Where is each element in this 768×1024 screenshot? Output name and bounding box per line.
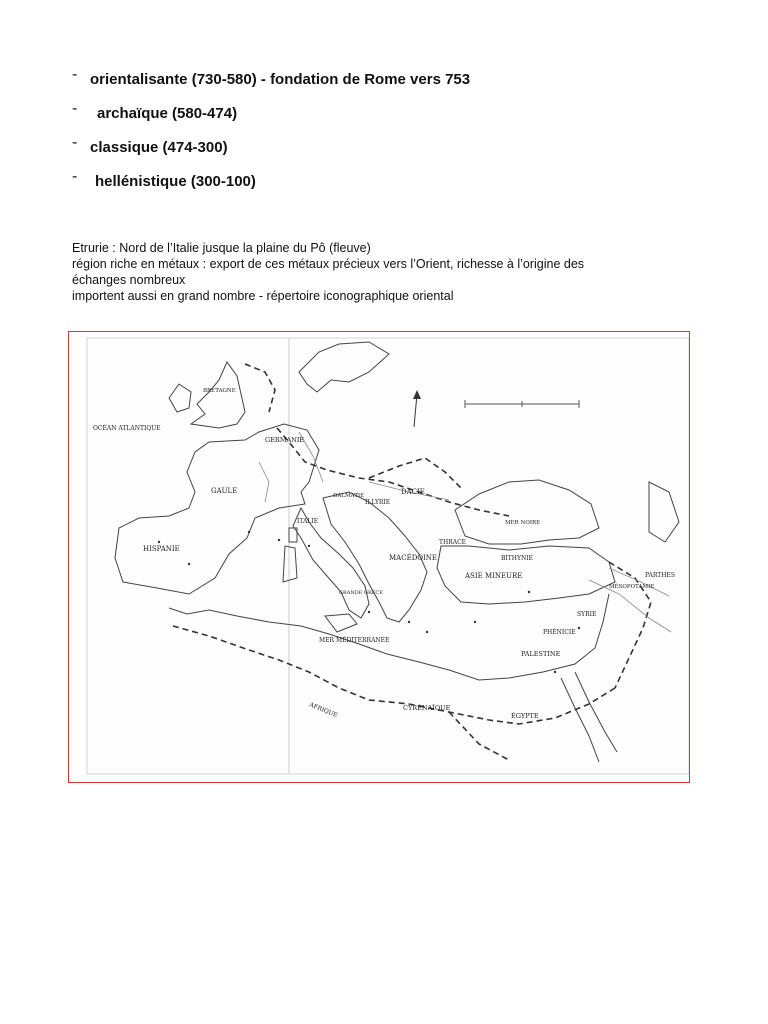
- map-label-cyrenaique: CYRÉNAÏQUE: [403, 704, 451, 712]
- period-item: [70, 66, 710, 100]
- map-label-dacie: DACIE: [401, 488, 425, 496]
- map-label-hispanie: HISPANIE: [143, 545, 180, 553]
- map-label-palestine: PALESTINE: [521, 650, 561, 658]
- map-drawing: [69, 332, 689, 782]
- note-line: région riche en métaux : export de ces métaux précieux vers l’Orient, richesse à l’origine des: [72, 257, 585, 271]
- note-line: échanges nombreux: [72, 273, 186, 287]
- map-label-germanie: GERMANIE: [265, 436, 305, 444]
- map-label-syrie: SYRIE: [577, 611, 597, 618]
- map-label-bretagne: BRETAGNE: [203, 388, 236, 394]
- period-label: orientalisante (730-580) - fondation de Rome vers 753: [90, 71, 471, 88]
- map-label-egypte: ÉGYPTE: [511, 712, 539, 720]
- note-line: importent aussi en grand nombre - répertoire iconographique oriental: [72, 289, 454, 303]
- map-label-thrace: THRACE: [439, 539, 467, 546]
- map-label-mer-noire: MER NOIRE: [505, 520, 541, 526]
- period-list: [70, 66, 710, 202]
- bullet-dash: -: [72, 100, 78, 117]
- map-page: [87, 338, 689, 774]
- map-label-illyrie: ILLYRIE: [365, 499, 391, 506]
- map-label-afrique: AFRIQUE: [308, 701, 339, 719]
- map-label-bithynie: BITHYNIE: [501, 555, 533, 562]
- bullet-dash: -: [72, 66, 78, 83]
- roman-empire-map: [68, 331, 690, 783]
- period-item: [70, 134, 710, 168]
- map-label-ocean: OCÉAN ATLANTIQUE: [93, 425, 161, 432]
- map-label-dalmatie: DALMATIE: [333, 493, 365, 499]
- etrurie-notes: [72, 240, 672, 304]
- map-label-macedoine: MACÉDOINE: [389, 554, 438, 562]
- period-item: [70, 100, 710, 134]
- map-label-gaule: GAULE: [211, 487, 238, 495]
- map-label-phenicie: PHÉNICIE: [543, 629, 576, 636]
- period-label: hellénistique (300-100): [95, 173, 256, 190]
- bullet-dash: -: [72, 134, 78, 151]
- note-line: Etrurie : Nord de l’Italie jusque la plaine du Pô (fleuve): [72, 241, 371, 255]
- bullet-dash: -: [72, 168, 78, 185]
- period-label: archaïque (580-474): [97, 105, 238, 122]
- map-label-asie-mineure: ASIE MINEURE: [465, 572, 523, 580]
- map-label-mesopotamie: MÉSOPOTAMIE: [609, 584, 655, 590]
- period-label: classique (474-300): [90, 139, 228, 156]
- map-label-italie: ITALIE: [297, 518, 319, 525]
- map-label-mer-mediterranee: MER MÉDITERRANÉE: [319, 637, 390, 644]
- map-label-grande-grece: GRANDE GRÈCE: [339, 590, 383, 596]
- map-label-parthes: PARTHES: [645, 572, 675, 579]
- period-item: [70, 168, 710, 202]
